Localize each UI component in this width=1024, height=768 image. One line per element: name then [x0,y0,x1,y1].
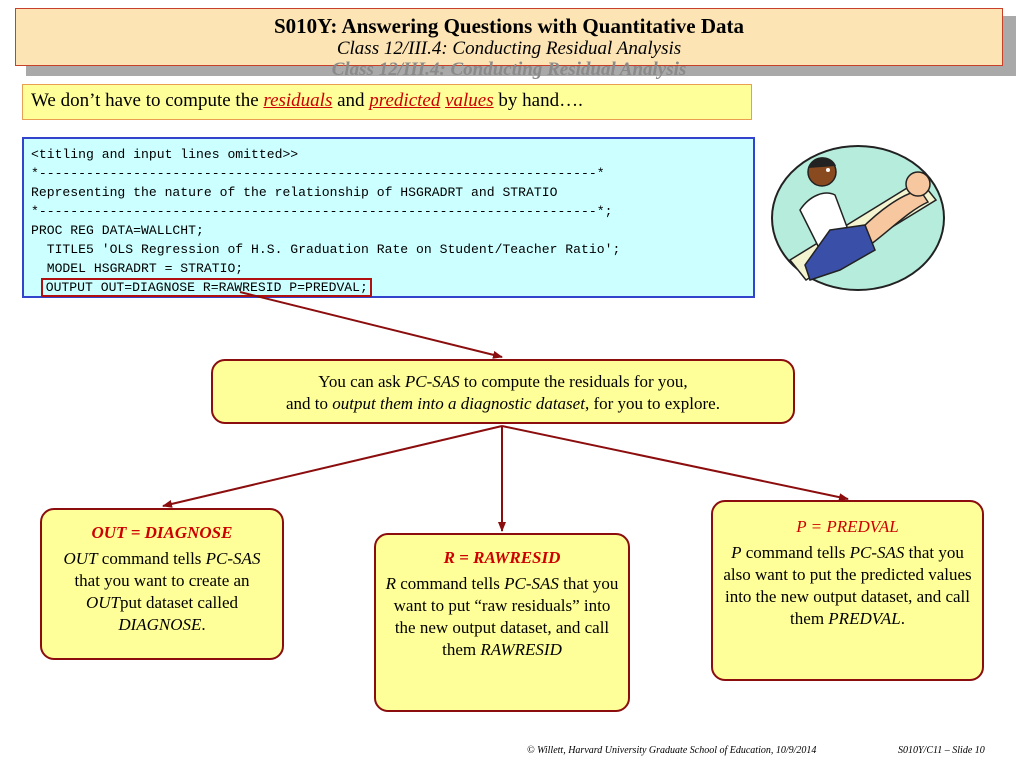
code-line: Representing the nature of the relationship of HSGRADRT and STRATIO [31,185,558,200]
slide-subtitle: Class 12/III.4: Conducting Residual Analysis [336,38,682,59]
code-line: MODEL HSGRADRT = STRATIO; [31,261,244,276]
text: output them into a diagnostic dataset [332,394,585,413]
box-heading: P = PREDVAL [796,517,899,536]
text: that you want to create an [74,571,250,590]
text: PC-SAS [849,543,905,562]
footer-copyright: © Willett, Harvard University Graduate School of Education, 10/9/2014 [527,745,817,756]
text: , for you to explore. [584,394,720,413]
explanation-box [211,359,795,424]
code-line: <titling and input lines omitted>> [31,147,299,162]
arrow-icon [163,426,502,506]
explanation-line-2 [213,393,793,415]
arrow-icon [240,292,502,357]
text: PC-SAS [205,549,261,568]
box-body [50,548,274,636]
intro-part: by hand…. [493,90,583,111]
slide-title: S010Y: Answering Questions with Quantitative Data [273,14,745,38]
text: PC-SAS [404,372,460,391]
text: that you also want to put the predicted values into the new output dataset, and call them [723,543,972,628]
text: command tells [395,574,505,593]
predicted-link[interactable]: predicted [369,90,441,111]
text: RAWRESID [480,640,562,659]
box-heading: R = RAWRESID [443,548,561,567]
text: and to [286,394,333,413]
text: PREDVAL [828,609,901,628]
code-line: PROC REG DATA=WALLCHT; [31,223,204,238]
text: You can ask [318,372,405,391]
output-statement-highlight: OUTPUT OUT=DIAGNOSE R=RAWRESID P=PREDVAL; [41,278,372,297]
r-rawresid-box [374,533,630,712]
text: DIAGNOSE [118,615,202,634]
text: . [900,609,905,628]
text: R [385,574,396,593]
text: command tells [97,549,206,568]
values-link[interactable]: values [445,90,494,111]
text: put dataset called [120,593,239,612]
out-diagnose-box [40,508,284,660]
box-heading: OUT = DIAGNOSE [91,523,233,542]
text: P [731,543,742,562]
box-body [723,542,972,630]
title-ghost: Class 12/III.4: Conducting Residual Analysis [331,59,687,80]
text: command tells [741,543,850,562]
residuals-link[interactable]: residuals [263,90,333,111]
text: PC-SAS [504,574,559,593]
arrow-icon [502,426,848,499]
text: OUT [63,549,98,568]
footer-slide-number: S010Y/C11 – Slide 10 [898,745,985,756]
intro-part: We don’t have to compute the [31,90,264,111]
code-line: TITLE5 'OLS Regression of H.S. Graduation Rate on Student/Teacher Ratio'; [31,242,621,257]
code-line: *-----------------------------------------------------------------------* [31,166,605,181]
intro-part: and [332,90,370,111]
text: to compute the residuals for you, [459,372,688,391]
code-line: *-----------------------------------------------------------------------*; [31,204,613,219]
text: that you want to put “raw residuals” into the new output dataset, and call them [393,574,619,659]
explanation-line-1 [213,371,793,393]
box-body [384,573,620,661]
text: . [201,615,206,634]
p-predval-box [711,500,984,681]
text: OUT [85,593,120,612]
